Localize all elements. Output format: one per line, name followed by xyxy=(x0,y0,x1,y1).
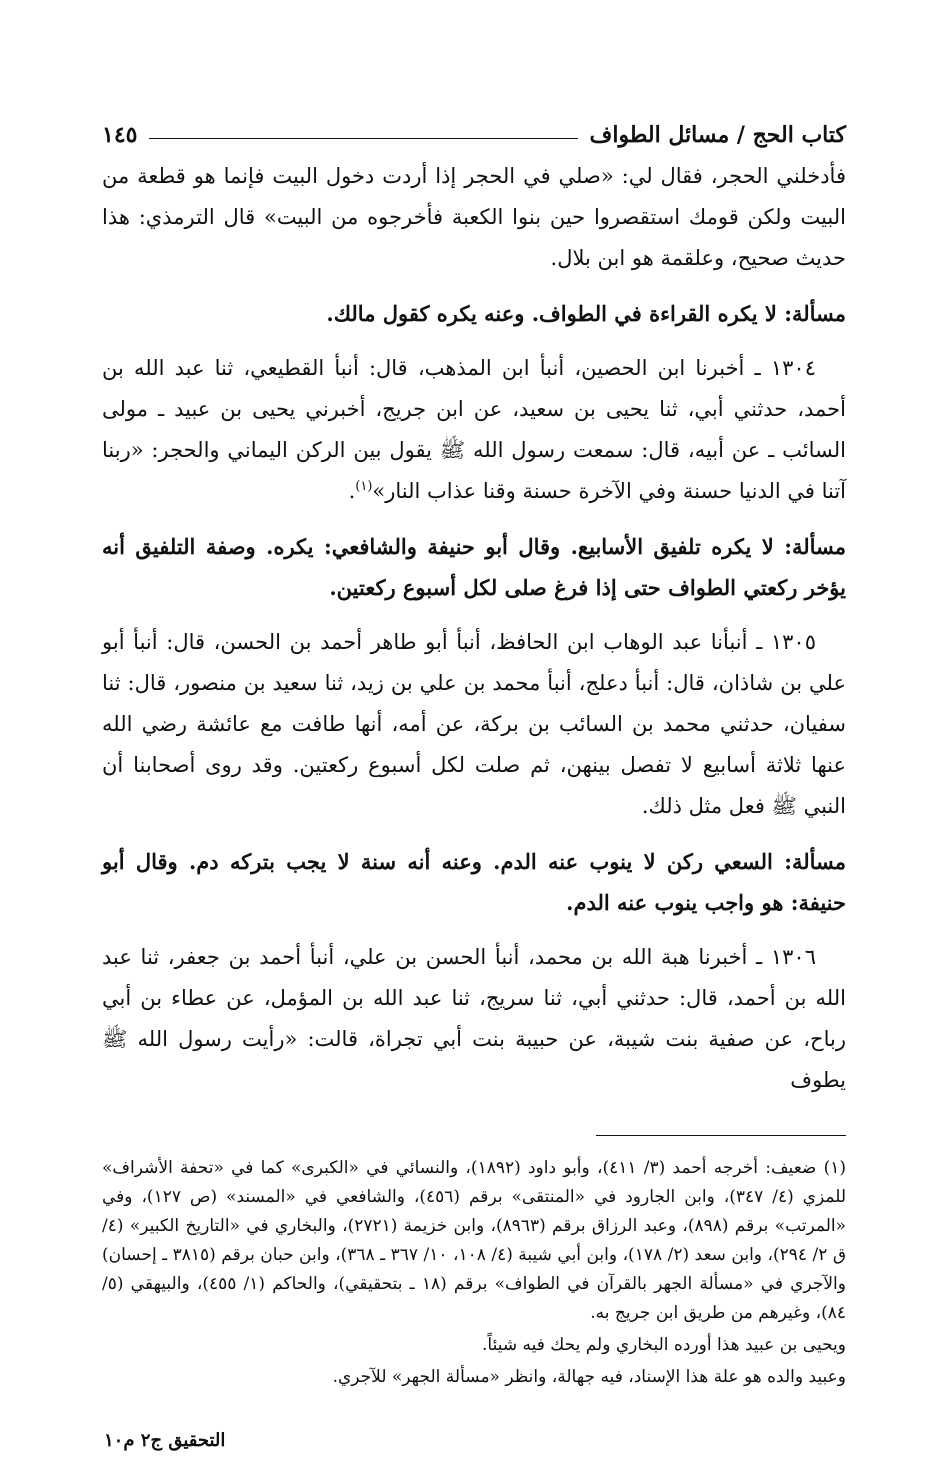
masala-heading: مسألة: لا يكره القراءة في الطواف. وعنه يكره كقول مالك. xyxy=(326,301,846,326)
hadith-1304-tail: . xyxy=(348,479,356,503)
print-signature: التحقيق ج٢ م١٠ xyxy=(104,1430,226,1451)
page-header xyxy=(102,108,846,148)
running-title: كتاب الحج / مسائل الطواف xyxy=(589,122,846,148)
paragraph-continuation: فأدخلني الحجر، فقال لي: «صلي في الحجر إذا أردت دخول البيت فإنما هو قطعة من البيت ولكن قومك استقصروا حين بنوا الكعبة فأخرجوه من البيت» قال الترمذي: هذا حديث صحيح، وعلقمة هو ابن بلال. xyxy=(102,164,846,270)
footnote-1-continuation: ويحيى بن عبيد هذا أورده البخاري ولم يحك فيه شيئاً. xyxy=(482,1335,846,1355)
hadith-1304 xyxy=(102,348,846,512)
hadith-1306: ١٣٠٦ ـ أخبرنا هبة الله بن محمد، أنبأ الحسن بن علي، أنبأ أحمد بن جعفر، ثنا عبد الله بن أحمد، قال: حدثني أبي، ثنا سريج، ثنا عبد الله بن المؤمل، عن عطاء بن أبي رباح، عن صفية بنت شيبة، عن حبيبة بنت أبي تجراة، قالت: «رأيت رسول الله ﷺ يطوف xyxy=(102,945,846,1092)
masala-heading: مسألة: السعي ركن لا ينوب عنه الدم. وعنه أنه سنة لا يجب بتركه دم. وقال أبو حنيفة: هو واجب ينوب عنه الدم. xyxy=(102,849,846,915)
footnote-reference: (١) xyxy=(355,479,373,494)
hadith-1304-text: ١٣٠٤ ـ أخبرنا ابن الحصين، أنبأ ابن المذهب، قال: أنبأ القطيعي، ثنا عبد الله بن أحمد، حدثني أبي، ثنا يحيى بن سعيد، عن ابن جريج، أخبرني يحيى بن عبيد ـ مولى السائب ـ عن أبيه، قال: سمعت رسول الله ﷺ يقول بين الركن اليماني والحجر: «ربنا آتنا في الدنيا حسنة وفي الآخرة حسنة وقنا عذاب النار» xyxy=(102,356,846,503)
footnote-separator xyxy=(596,1135,846,1136)
main-text xyxy=(102,156,846,1101)
hadith-1305: ١٣٠٥ ـ أنبأنا عبد الوهاب ابن الحافظ، أنبأ أبو طاهر أحمد بن الحسن، قال: أنبأ أبو علي بن شاذان، قال: أنبأ دعلج، أنبأ محمد بن علي بن زيد، ثنا سعيد بن منصور، قال: ثنا سفيان، حدثني محمد بن السائب بن بركة، عن أمه، أنها طافت مع عائشة رضي الله عنها ثلاثة أسابيع لا تفصل بينهن، ثم صلت لكل أسبوع ركعتين. وقد روى أصحابنا أن النبي ﷺ فعل مثل ذلك. xyxy=(102,630,846,818)
footnotes xyxy=(102,1154,846,1392)
header-rule xyxy=(149,138,577,139)
page-number: ١٤٥ xyxy=(102,122,138,148)
masala-heading: مسألة: لا يكره تلفيق الأسابيع. وقال أبو حنيفة والشافعي: يكره. وصفة التلفيق أنه يؤخر ركعتي الطواف حتى إذا فرغ صلى لكل أسبوع ركعتين. xyxy=(102,534,846,600)
footnote-1: (١) ضعيف: أخرجه أحمد (٣/ ٤١١)، وأبو داود (١٨٩٢)، والنسائي في «الكبرى» كما في «تحفة الأشراف» للمزي (٤/ ٣٤٧)، وابن الجارود في «المنتقى» برقم (٤٥٦)، والشافعي في «المسند» (ص ١٢٧)، وفي «المرتب» برقم (٨٩٨)، وعبد الرزاق برقم (٨٩٦٣)، وابن خزيمة (٢٧٢١)، والبخاري في «التاريخ الكبير» (٤/ ق ٢/ ٢٩٤)، وابن سعد (٢/ ١٧٨)، وابن أبي شيبة (٤/ ١٠٨، ١٠/ ٣٦٧ ـ ٣٦٨)، وابن حبان برقم (٣٨١٥ ـ إحسان) والآجري في «مسألة الجهر بالقرآن في الطواف» برقم (١٨ ـ بتحقيقي)، والحاكم (١/ ٤٥٥)، والبيهقي (٥/ ٨٤)، وغيرهم من طريق ابن جريج به. xyxy=(102,1158,847,1323)
footnote-1-continuation: وعبيد والده هو علة هذا الإسناد، فيه جهالة، وانظر «مسألة الجهر» للآجري. xyxy=(332,1367,846,1387)
